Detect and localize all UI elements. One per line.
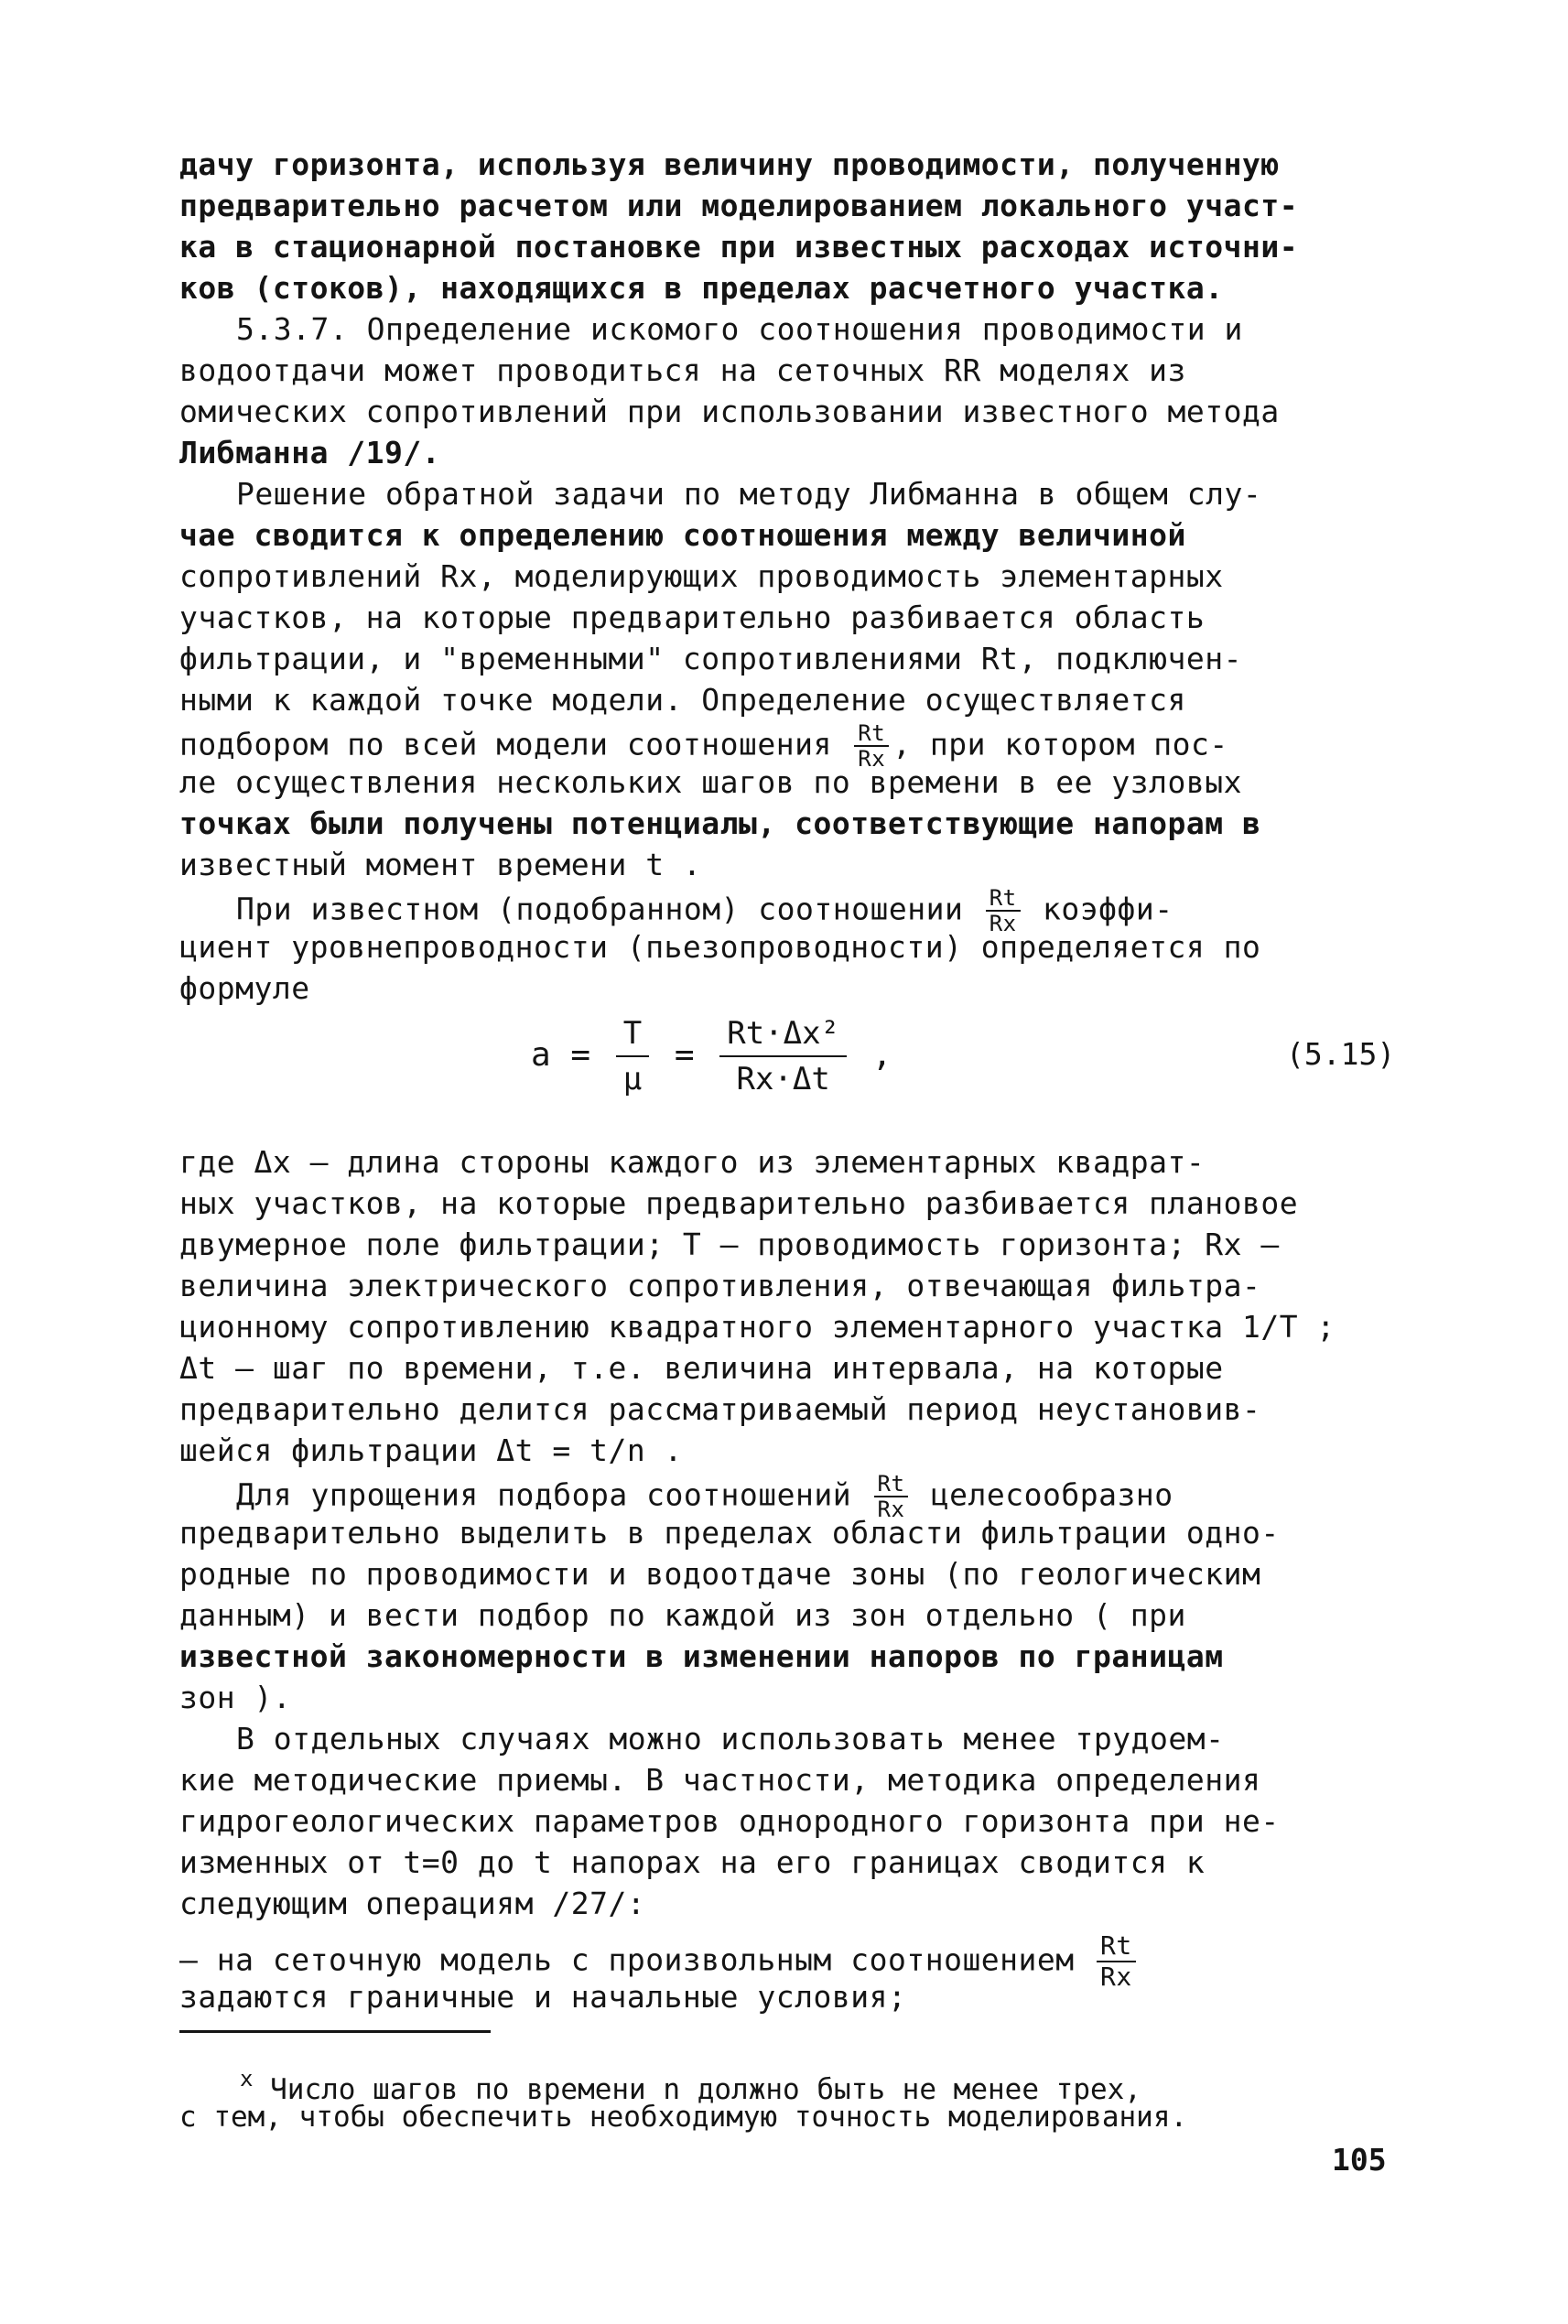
text-line: гидрогеологических параметров однородного горизонта при не- [179, 1803, 1280, 1839]
text-line [179, 845, 701, 885]
text-line: ных участков, на которые предварительно разбивается плановое [179, 1185, 1299, 1221]
rx-symbol: Rx [440, 558, 478, 594]
text-span: подбором по всей модели соотношения [179, 726, 851, 762]
footnote-text: Число шагов по времени n должно быть не менее трех, [270, 2073, 1141, 2106]
text-span: При известном (подобранном) соотношении [236, 891, 982, 927]
text-line: ле осуществления нескольких шагов по времени в ее узловых [179, 764, 1242, 800]
text-line: изменных от t=0 до t напорах на его границах сводится к [179, 1844, 1206, 1880]
fraction-numerator: Rt·Δx² [719, 1011, 847, 1057]
text-span: . [664, 847, 702, 882]
text-line: ка в стационарной постановке при известных расходах источни- [179, 229, 1299, 265]
footnote-rule [179, 2030, 491, 2033]
text-line: Δt – шаг по времени, т.е. величина интервала, на которые [179, 1350, 1224, 1386]
fraction-numerator: Rt [1097, 1931, 1136, 1962]
rt-symbol: Rt [980, 641, 1019, 676]
text-line [179, 639, 1242, 679]
text-span: коэффи- [1023, 891, 1173, 927]
text-line: данным) и вести подбор по каждой из зон отдельно ( при [179, 1597, 1186, 1633]
text-line: двумерное поле фильтрации; T – проводимость горизонта; Rx – [179, 1227, 1280, 1262]
text-line: задаются граничные и начальные условия; [179, 1979, 907, 2015]
fraction-denominator: Rx [877, 1497, 905, 1522]
text-span: целесообразно [912, 1476, 1173, 1513]
text-span: Для упрощения подбора соотношений [236, 1476, 871, 1513]
text-line: циент уровнепроводности (пьезопроводности) определяется по [179, 929, 1261, 965]
formula-comma: , [852, 1036, 892, 1074]
text-line: дачу горизонта, используя величину проводимости, полученную [179, 146, 1280, 182]
text-line: следующим операциям /27/: [179, 1886, 646, 1921]
text-line: где Δx – длина стороны каждого из элементарных квадрат- [179, 1144, 1206, 1180]
fraction-numerator: Rt [854, 721, 889, 747]
text-span: сопротивлений [179, 558, 441, 594]
text-line: ционному сопротивлению квадратного элементарного участка 1/T ; [179, 1309, 1336, 1345]
text-line: родные по проводимости и водоотдаче зоны (по геологическим [179, 1556, 1261, 1592]
fraction-denominator: μ [622, 1061, 643, 1097]
fraction-denominator: Rx·Δt [736, 1061, 830, 1097]
text-line: предварительно делится рассматриваемый период неустановив- [179, 1391, 1261, 1427]
text-line: зон ). [179, 1680, 292, 1715]
text-span: известный момент времени [179, 847, 646, 882]
text-line: шейся фильтрации Δt = t/n . [179, 1432, 683, 1468]
text-span: фильтрации, и "временными" сопротивлениями [179, 641, 981, 676]
text-span: , подключен- [1018, 641, 1242, 676]
fraction-denominator: Rx [989, 911, 1017, 936]
text-span: , моделирующих проводимость элементарных [477, 558, 1224, 594]
formula-equals: = [550, 1036, 611, 1074]
text-line: омических сопротивлений при использовании известного метода [179, 394, 1280, 429]
text-line [179, 557, 1224, 597]
text-line: точках были получены потенциалы, соответствующие напорам в [179, 805, 1261, 841]
text-line: водоотдачи может проводиться на сеточных RR моделях из [179, 352, 1186, 388]
text-line: Либманна /19/. [179, 435, 441, 470]
formula-5-15 [531, 1011, 892, 1101]
page-number: 105 [1332, 2142, 1387, 2178]
fraction-denominator: Rx [1100, 1962, 1132, 1992]
footnote-line: с тем, чтобы обеспечить необходимую точность моделирования. [179, 2101, 1188, 2134]
fraction-numerator: Rt [986, 886, 1021, 912]
text-line: ными к каждой точке модели. Определение осуществляется [179, 682, 1186, 718]
t-symbol: t [645, 847, 665, 882]
text-line: формуле [179, 970, 310, 1006]
formula-equals: = [654, 1036, 715, 1074]
text-line: кие методические приемы. В частности, методика определения [179, 1762, 1261, 1798]
equation-number: (5.15) [1286, 1036, 1396, 1072]
text-span: , при котором пос- [892, 726, 1228, 762]
text-line: предварительно выделить в пределах области фильтрации одно- [179, 1515, 1280, 1551]
text-line: предварительно расчетом или моделированием локального участ- [179, 188, 1299, 223]
text-line: участков, на которые предварительно разбивается область [179, 600, 1206, 635]
formula-lhs: a [531, 1036, 551, 1074]
text-line: чае сводится к определению соотношения между величиной [179, 517, 1186, 553]
rt-rx-fraction [1097, 1931, 1136, 1992]
t-mu-fraction [616, 1011, 649, 1101]
text-line: Решение обратной задачи по методу Либманна в общем слу- [236, 476, 1262, 512]
text-span: – на сеточную модель с произвольным соотношением [179, 1941, 1094, 1978]
text-line: 5.3.7. Определение искомого соотношения проводимости и [236, 311, 1243, 347]
text-line: В отдельных случаях можно использовать менее трудоем- [236, 1721, 1225, 1757]
text-line: ков (стоков), находящихся в пределах расчетного участка. [179, 270, 1224, 306]
fraction-denominator: Rx [858, 746, 886, 772]
text-line: известной закономерности в изменении напоров по границам [179, 1638, 1224, 1674]
fraction-numerator: T [616, 1011, 649, 1057]
main-fraction [719, 1011, 847, 1101]
footnote-marker: x [240, 2066, 254, 2092]
fraction-numerator: Rt [874, 1472, 909, 1497]
text-line: величина электрического сопротивления, отвечающая фильтра- [179, 1268, 1261, 1303]
